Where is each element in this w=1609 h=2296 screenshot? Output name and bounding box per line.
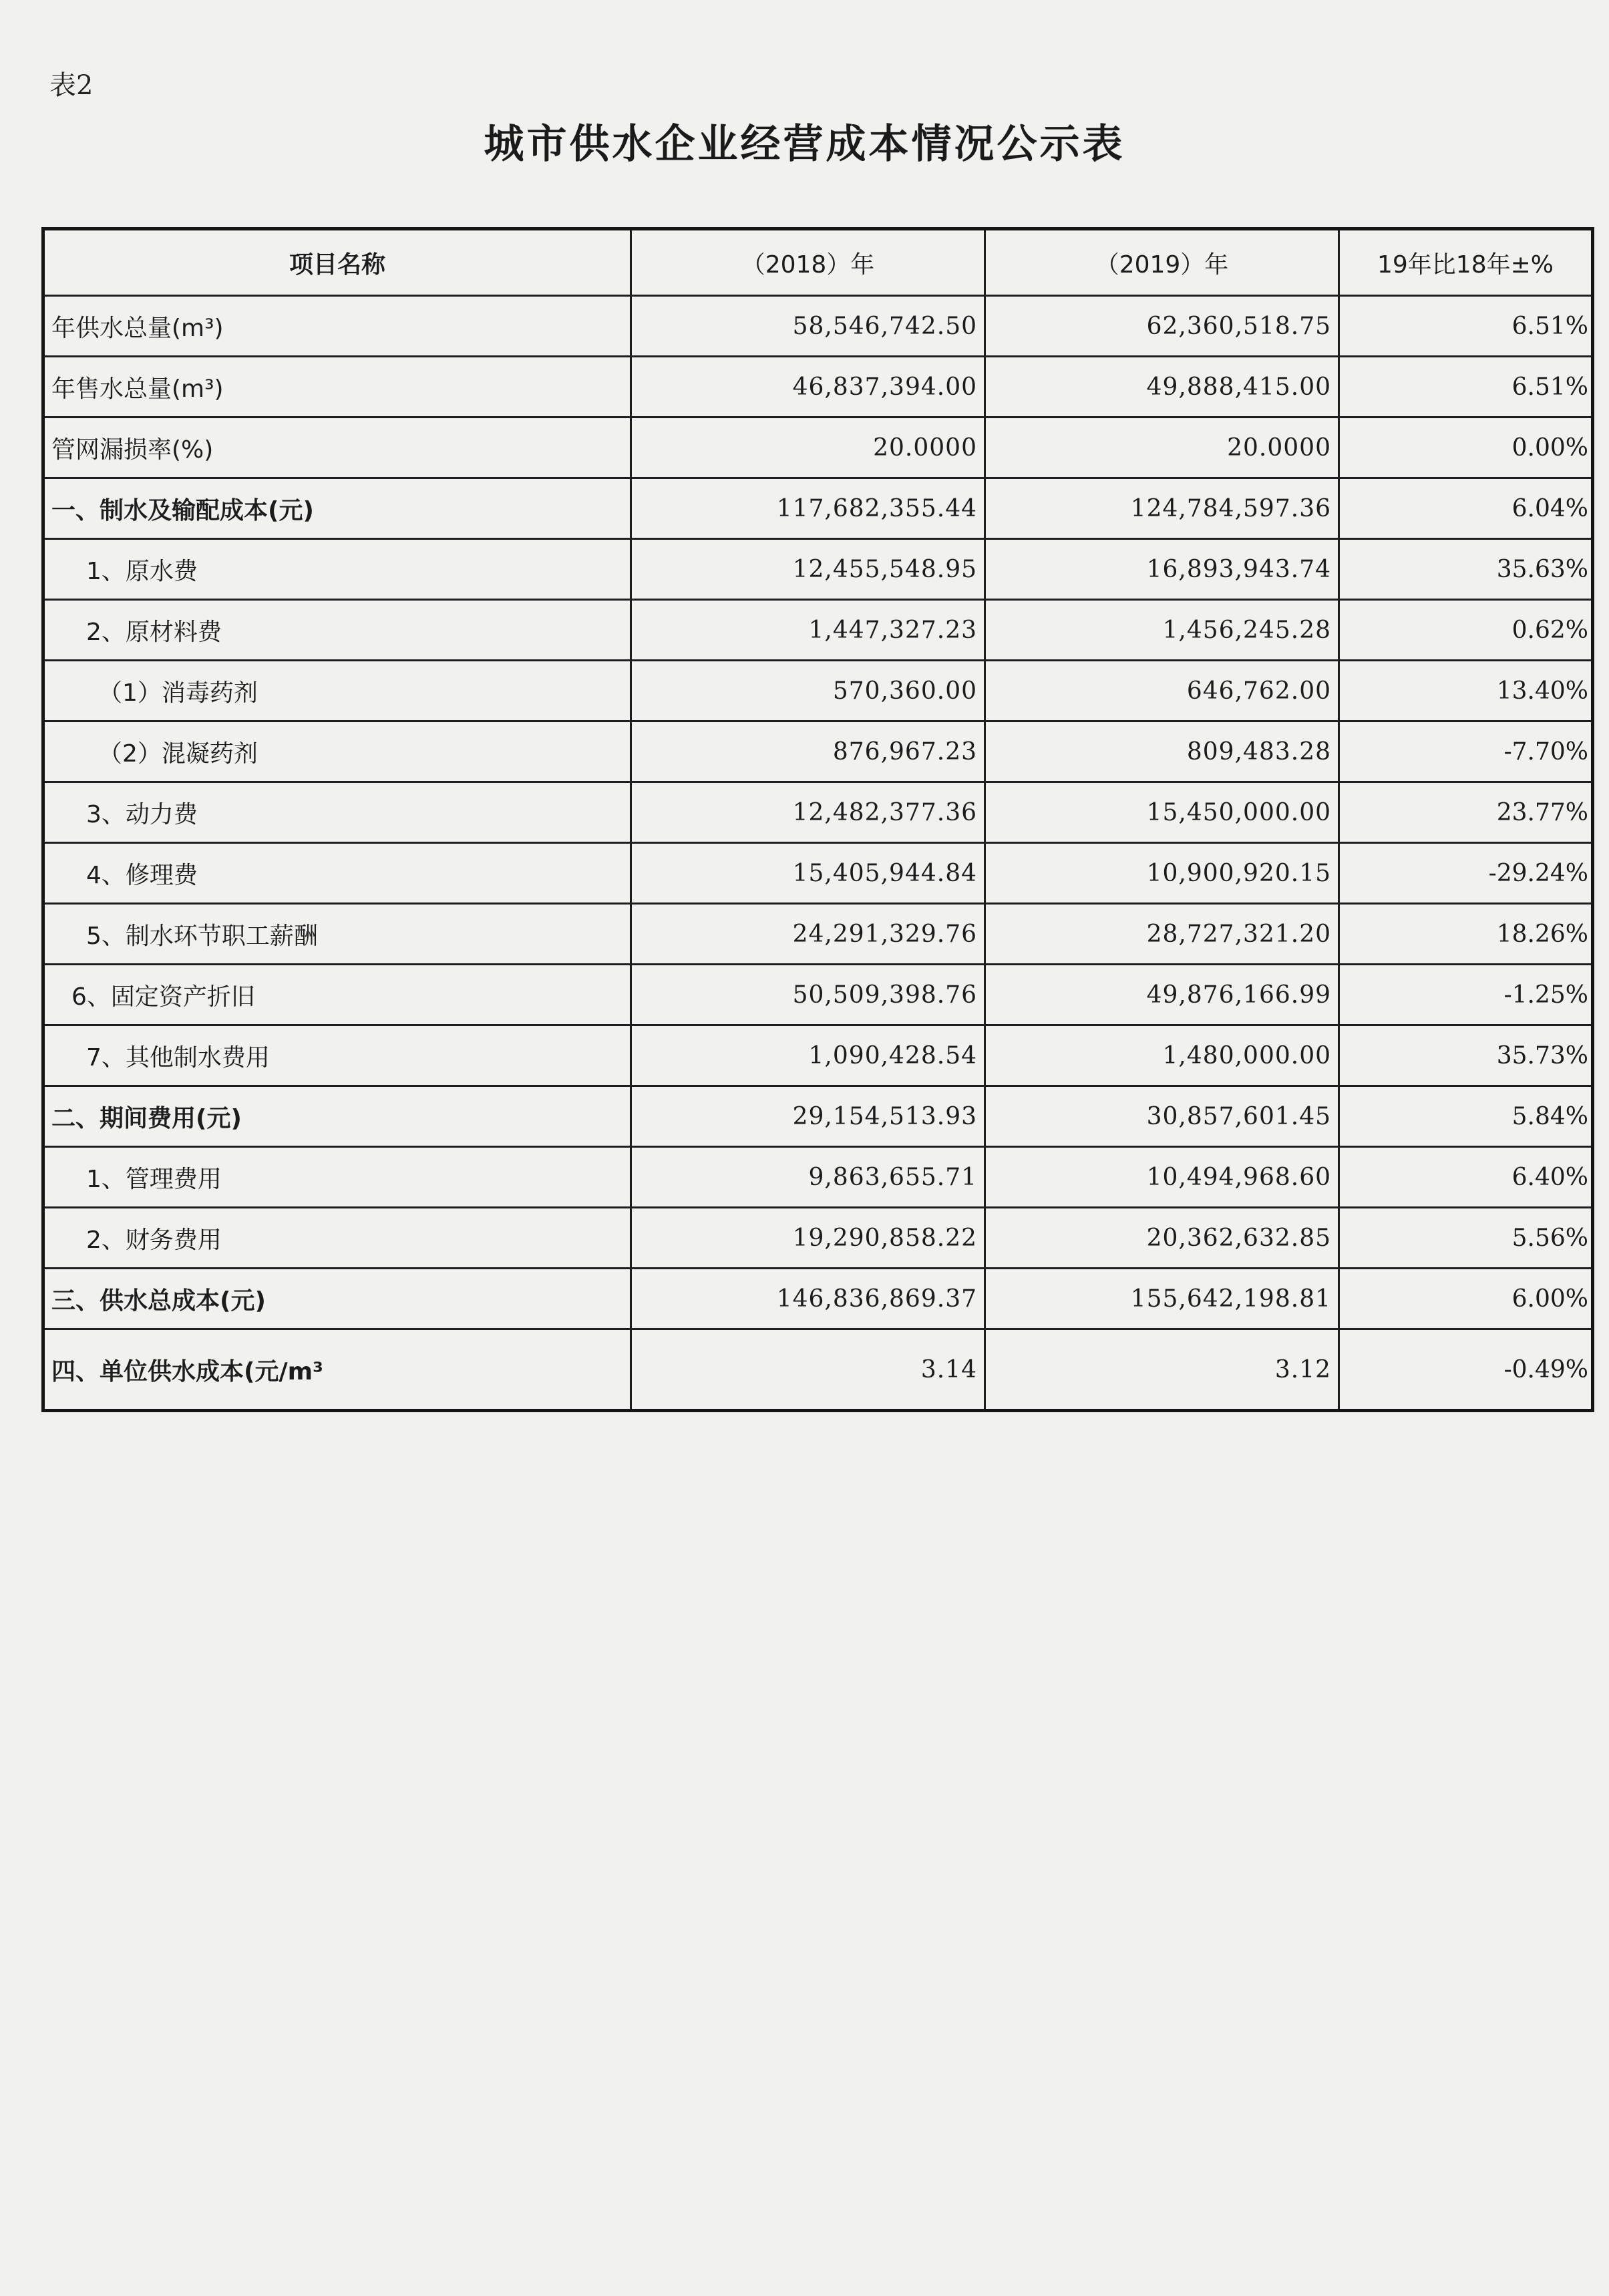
change-percent: -7.70% <box>1339 721 1593 782</box>
value-2019: 20.0000 <box>985 418 1339 478</box>
value-2018: 876,967.23 <box>631 721 985 782</box>
value-2019: 16,893,943.74 <box>985 539 1339 600</box>
value-2019: 1,480,000.00 <box>985 1025 1339 1086</box>
change-percent: -0.49% <box>1339 1329 1593 1411</box>
change-percent: -29.24% <box>1339 843 1593 904</box>
value-2018: 117,682,355.44 <box>631 478 985 539</box>
value-2018: 58,546,742.50 <box>631 296 985 357</box>
value-2019: 1,456,245.28 <box>985 600 1339 661</box>
cost-table <box>41 227 1594 1412</box>
row-name: 四、单位供水成本(元/m³ <box>43 1329 631 1411</box>
change-percent: 35.73% <box>1339 1025 1593 1086</box>
table-row <box>43 296 1593 357</box>
value-2018: 12,482,377.36 <box>631 782 985 843</box>
value-2018: 15,405,944.84 <box>631 843 985 904</box>
value-2018: 20.0000 <box>631 418 985 478</box>
value-2019: 3.12 <box>985 1329 1339 1411</box>
change-percent: 6.00% <box>1339 1269 1593 1329</box>
row-name: 2、原材料费 <box>43 600 631 661</box>
table-row <box>43 721 1593 782</box>
change-percent: -1.25% <box>1339 965 1593 1025</box>
table-label: 表2 <box>49 70 94 101</box>
change-percent: 6.40% <box>1339 1147 1593 1208</box>
table-row <box>43 600 1593 661</box>
value-2019: 15,450,000.00 <box>985 782 1339 843</box>
row-name: 7、其他制水费用 <box>43 1025 631 1086</box>
value-2019: 646,762.00 <box>985 661 1339 721</box>
row-name: 2、财务费用 <box>43 1208 631 1269</box>
value-2018: 12,455,548.95 <box>631 539 985 600</box>
value-2019: 155,642,198.81 <box>985 1269 1339 1329</box>
table-row <box>43 904 1593 965</box>
change-percent: 23.77% <box>1339 782 1593 843</box>
value-2019: 20,362,632.85 <box>985 1208 1339 1269</box>
value-2018: 29,154,513.93 <box>631 1086 985 1147</box>
table-row <box>43 539 1593 600</box>
row-name: 6、固定资产折旧 <box>43 965 631 1025</box>
row-name: 5、制水环节职工薪酬 <box>43 904 631 965</box>
row-name: （1）消毒药剂 <box>43 661 631 721</box>
row-name: 二、期间费用(元) <box>43 1086 631 1147</box>
change-percent: 5.56% <box>1339 1208 1593 1269</box>
value-2018: 1,090,428.54 <box>631 1025 985 1086</box>
row-name: 3、动力费 <box>43 782 631 843</box>
change-percent: 18.26% <box>1339 904 1593 965</box>
header-change-percent: 19年比18年±% <box>1339 229 1593 296</box>
table-row <box>43 418 1593 478</box>
row-name: 年售水总量(m³) <box>43 357 631 418</box>
value-2019: 10,494,968.60 <box>985 1147 1339 1208</box>
value-2019: 28,727,321.20 <box>985 904 1339 965</box>
value-2019: 124,784,597.36 <box>985 478 1339 539</box>
header-item-name: 项目名称 <box>43 229 631 296</box>
table-row <box>43 1329 1593 1411</box>
value-2018: 19,290,858.22 <box>631 1208 985 1269</box>
change-percent: 6.51% <box>1339 357 1593 418</box>
table-row <box>43 965 1593 1025</box>
change-percent: 0.00% <box>1339 418 1593 478</box>
change-percent: 6.04% <box>1339 478 1593 539</box>
value-2018: 9,863,655.71 <box>631 1147 985 1208</box>
row-name: 1、原水费 <box>43 539 631 600</box>
value-2019: 49,888,415.00 <box>985 357 1339 418</box>
header-year-2019: （2019）年 <box>985 229 1339 296</box>
page-title: 城市供水企业经营成本情况公示表 <box>484 121 1125 168</box>
change-percent: 5.84% <box>1339 1086 1593 1147</box>
value-2018: 1,447,327.23 <box>631 600 985 661</box>
value-2018: 46,837,394.00 <box>631 357 985 418</box>
table-row <box>43 843 1593 904</box>
value-2019: 62,360,518.75 <box>985 296 1339 357</box>
row-name: 一、制水及输配成本(元) <box>43 478 631 539</box>
table-row <box>43 1208 1593 1269</box>
row-name: 1、管理费用 <box>43 1147 631 1208</box>
value-2018: 24,291,329.76 <box>631 904 985 965</box>
value-2018: 3.14 <box>631 1329 985 1411</box>
table-row <box>43 782 1593 843</box>
row-name: 三、供水总成本(元) <box>43 1269 631 1329</box>
header-row <box>43 229 1593 296</box>
row-name: 年供水总量(m³) <box>43 296 631 357</box>
table-row <box>43 1025 1593 1086</box>
value-2019: 10,900,920.15 <box>985 843 1339 904</box>
value-2019: 809,483.28 <box>985 721 1339 782</box>
header-year-2018: （2018）年 <box>631 229 985 296</box>
value-2019: 49,876,166.99 <box>985 965 1339 1025</box>
value-2018: 146,836,869.37 <box>631 1269 985 1329</box>
table-row <box>43 1269 1593 1329</box>
value-2019: 30,857,601.45 <box>985 1086 1339 1147</box>
change-percent: 6.51% <box>1339 296 1593 357</box>
table-row <box>43 478 1593 539</box>
change-percent: 13.40% <box>1339 661 1593 721</box>
table-row <box>43 1086 1593 1147</box>
table-row <box>43 1147 1593 1208</box>
change-percent: 35.63% <box>1339 539 1593 600</box>
row-name: （2）混凝药剂 <box>43 721 631 782</box>
value-2018: 570,360.00 <box>631 661 985 721</box>
row-name: 4、修理费 <box>43 843 631 904</box>
row-name: 管网漏损率(%) <box>43 418 631 478</box>
change-percent: 0.62% <box>1339 600 1593 661</box>
table-row <box>43 357 1593 418</box>
value-2018: 50,509,398.76 <box>631 965 985 1025</box>
table-row <box>43 661 1593 721</box>
